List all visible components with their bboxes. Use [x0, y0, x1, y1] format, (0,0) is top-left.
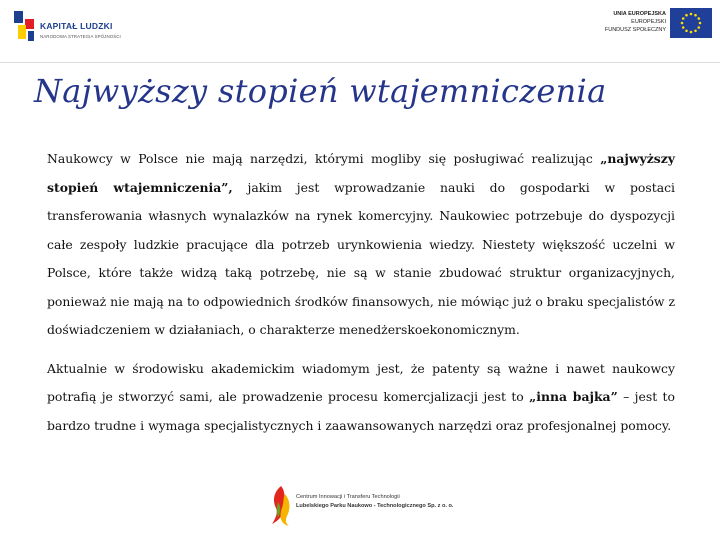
ctt-logo-text: [296, 493, 453, 511]
slide-title: Najwyższy stopień wtajemniczenia: [34, 72, 607, 110]
eu-logo-line3: FUNDUSZ SPOŁECZNY: [604, 27, 666, 33]
header-divider: [0, 62, 720, 63]
eu-logo-text: [605, 10, 666, 34]
paragraph-1-text-start: Naukowcy w Polsce nie mają narzędzi, którymi mogliby się posługiwać realizując: [47, 151, 601, 166]
ctt-logo: [268, 482, 464, 530]
paragraph-2-text-start: Aktualnie w środowisku akademickim wiadomym jest, że patenty są ważne i nawet naukowcy potrafią je stworzyć sami, ale prowadzenie procesu komercjalizacji jest to: [47, 360, 675, 404]
eu-logo: [596, 8, 714, 50]
paragraph-2: [47, 355, 675, 441]
eu-logo-line1: UNIA EUROPEJSKA: [613, 11, 666, 17]
kapital-ludzki-subtitle: NARODOWA STRATEGIA SPÓJNOŚCI: [40, 34, 121, 39]
ctt-logo-line1: Centrum Innowacji i Transferu Technologii: [296, 494, 400, 500]
kapital-ludzki-logo: [10, 5, 124, 53]
kapital-ludzki-logo-icon: [10, 5, 40, 47]
ctt-logo-icon: [268, 484, 294, 528]
paragraph-1: [47, 145, 675, 345]
slide-body: [47, 145, 675, 440]
eu-flag-icon: [670, 8, 712, 38]
paragraph-2-emphasis: „inna bajka”: [529, 389, 618, 404]
paragraph-1-text-end: jakim jest wprowadzanie nauki do gospodarki w postaci transferowania własnych wynalazków na rynek komercyjny. Naukowiec potrzebuje do dyspozycji całe zespoły ludzkie pracujące dla potrzeb urynkowienia wiedzy. Niestety większość uczelni w Polsce, które także widzą taką potrzebę, nie są w stanie zbudować struktur organizacyjnych, ponieważ nie mają na to odpowiednich środków finansowych, nie mówiąc już o braku specjalistów z doświadczeniem w działaniach, o charakterze menedżerskoekonomicznym.: [47, 179, 675, 337]
eu-logo-line2: EUROPEJSKI: [631, 19, 666, 25]
ctt-logo-line2: Lubelskiego Parku Naukowo - Technologicznego Sp. z o. o.: [296, 503, 454, 509]
paragraph-2-text-end: – jest to bardzo trudne i wymaga specjalistycznych i zaawansowanych narzędzi oraz profesjonalnej pomocy.: [47, 389, 676, 433]
kapital-ludzki-name: KAPITAŁ LUDZKI: [40, 21, 113, 31]
paragraph-1-emphasis: „najwyższy stopień wtajemniczenia”,: [47, 151, 675, 195]
slide-header: [0, 0, 720, 62]
